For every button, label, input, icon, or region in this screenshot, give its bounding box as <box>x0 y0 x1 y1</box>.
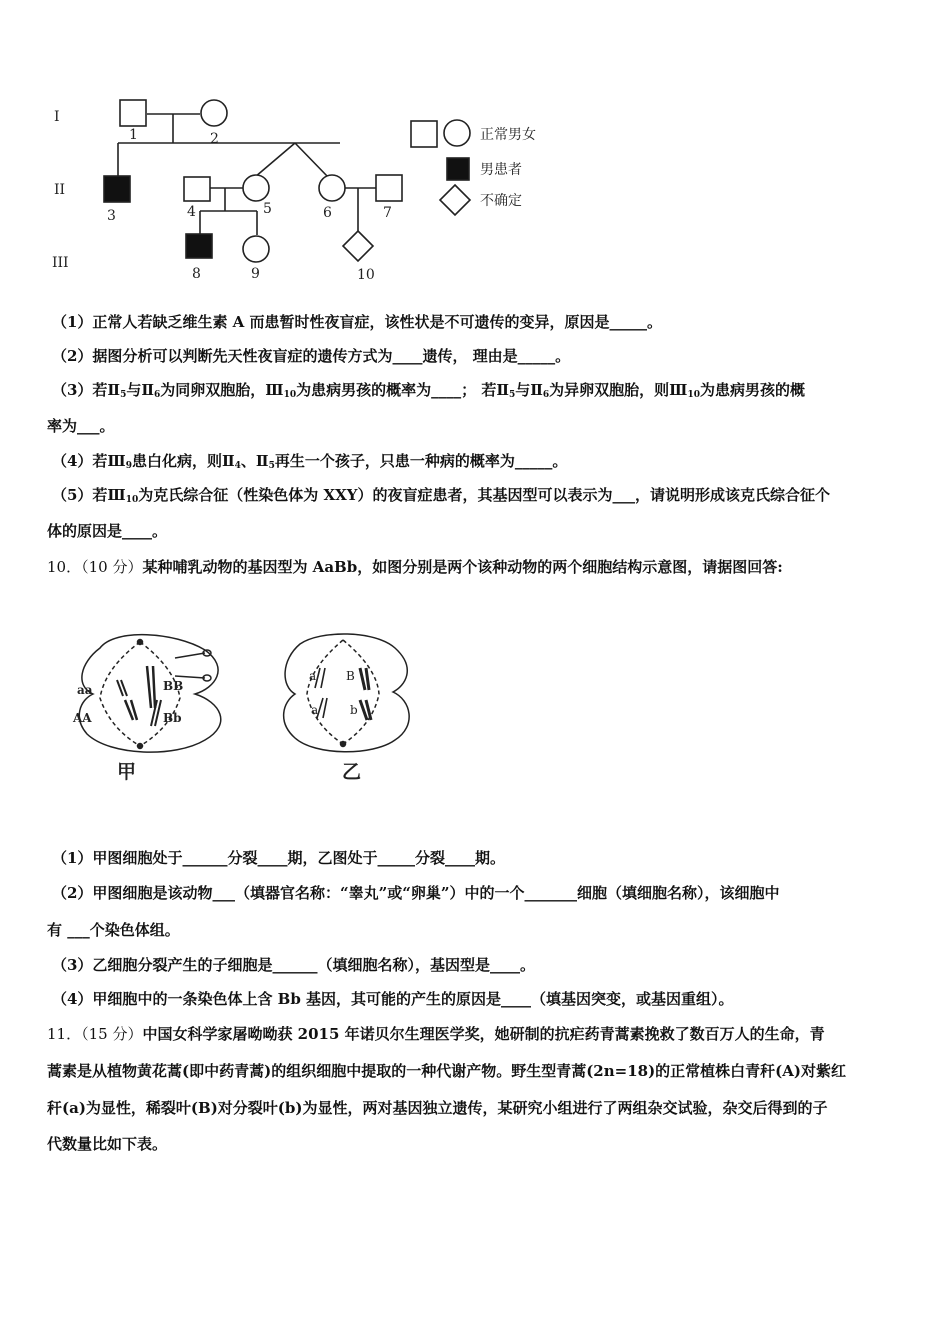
jia-label-Bb: Bb <box>163 711 182 725</box>
yi-label-a-top: a <box>309 669 317 683</box>
member-5-female-normal <box>243 175 269 201</box>
q10-stem: 10．（10 分）某种哺乳动物的基因型为 AaBb，如图分别是两个该种动物的两个细胞结构示意图，请据图回答: <box>47 558 783 576</box>
q9-part-5-line-1: （5）若$Ⅲ_{10}$为克氏综合征（性染色体为 XXY）的夜盲症患者，其基因型可以表示为___，请说明形成该克氏综合征个 <box>52 486 830 505</box>
caption-jia: 甲 <box>117 761 137 783</box>
q11-line-2: 蒿素是从植物黄花蒿(即中药青蒿)的组织细胞中提取的一种代谢产物。野生型青蒿(2n=18)的正常植株白青秆(A)对紫红 <box>47 1062 847 1080</box>
q9-part-2: （2）据图分析可以判断先天性夜盲症的遗传方式为____遗传， 理由是_____。 <box>52 347 571 365</box>
q9-part-5-line-2: 体的原因是____。 <box>47 522 168 540</box>
q10-part-2-line-1: （2）甲图细胞是该动物___（填器官名称：“睾丸”或“卵巢”）中的一个_______细胞（填细胞名称），该细胞中 <box>52 884 780 902</box>
yi-label-a-bottom: a <box>311 703 319 717</box>
legend-female-normal-icon <box>444 120 470 146</box>
member-7-male-normal <box>376 175 402 201</box>
member-label-10: 10 <box>357 267 375 283</box>
jia-label-aa: aa <box>77 683 93 697</box>
member-label-3: 3 <box>107 208 116 224</box>
cell-yi <box>284 634 410 752</box>
member-label-9: 9 <box>251 266 260 282</box>
gen-label-3: III <box>52 255 69 271</box>
member-8-male-patient <box>186 234 212 258</box>
q10-part-3: （3）乙细胞分裂产生的子细胞是______（填细胞名称），基因型是____。 <box>52 956 535 974</box>
jia-label-AA: AA <box>73 711 92 725</box>
member-label-1: 1 <box>129 127 138 143</box>
legend-male-normal-icon <box>411 121 437 147</box>
member-label-2: 2 <box>210 131 219 147</box>
member-label-7: 7 <box>383 205 392 221</box>
member-label-8: 8 <box>192 266 201 282</box>
q10-part-1: （1）甲图细胞处于______分裂____期，乙图处于_____分裂____期。 <box>52 849 505 867</box>
pedigree-figure <box>40 85 600 285</box>
member-label-5: 5 <box>263 201 272 217</box>
caption-yi: 乙 <box>342 761 362 783</box>
member-4-male-normal <box>184 177 210 201</box>
gen-label-2: II <box>54 182 66 198</box>
yi-label-b: b <box>350 703 358 717</box>
q11-line-3: 秆(a)为显性，稀裂叶(B)对分裂叶(b)为显性，两对基因独立遗传，某研究小组进行了两组杂交试验，杂交后得到的子 <box>47 1099 828 1117</box>
member-1-male-normal <box>120 100 146 126</box>
q11-line-1: 11．（15 分）中国女科学家屠呦呦获 2015 年诺贝尔生理医学奖，她研制的抗疟药青蒿素挽救了数百万人的生命，青 <box>47 1025 825 1043</box>
legend-male-patient-icon <box>447 158 469 180</box>
cell-diagrams <box>55 628 435 798</box>
yi-label-B: B <box>346 669 355 683</box>
jia-label-BB: BB <box>163 679 184 693</box>
q9-part-3-line-1: （3）若$Ⅱ_5$与$Ⅱ_6$为同卵双胞胎，$Ⅲ_{10}$为患病男孩的概率为____； 若$Ⅱ_5$与$Ⅱ_6$为异卵双胞胎，则$Ⅲ_{10}$为患病男孩的概 <box>52 381 805 400</box>
q11-line-4: 代数量比如下表。 <box>47 1135 168 1153</box>
member-label-6: 6 <box>323 205 332 221</box>
member-6-female-normal <box>319 175 345 201</box>
legend-patient-label: 男患者 <box>480 162 522 178</box>
cell-jia <box>79 635 220 752</box>
member-label-4: 4 <box>187 204 196 220</box>
q10-part-4: （4）甲细胞中的一条染色体上含 Bb 基因，其可能的产生的原因是____（填基因突变，或基因重组）。 <box>52 990 734 1008</box>
member-10-uncertain <box>343 231 373 261</box>
q9-part-1: （1）正常人若缺乏维生素 A 而患暂时性夜盲症，该性状是不可遗传的变异，原因是_____。 <box>52 313 663 331</box>
legend-uncertain-label: 不确定 <box>480 193 522 209</box>
q9-part-4: （4）若$Ⅲ_9$患白化病，则$Ⅱ_4$、$Ⅱ_5$再生一个孩子，只患一种病的概率为_____。 <box>52 452 568 471</box>
legend-uncertain-icon <box>440 185 470 215</box>
member-9-female-normal <box>243 236 269 262</box>
q10-part-2-line-2: 有 ___个染色体组。 <box>47 921 180 939</box>
legend-normal-label: 正常男女 <box>480 127 536 143</box>
q9-part-3-line-2: 率为___。 <box>47 417 115 435</box>
member-2-female-normal <box>201 100 227 126</box>
gen-label-1: I <box>54 109 60 125</box>
member-3-male-patient <box>104 176 130 202</box>
